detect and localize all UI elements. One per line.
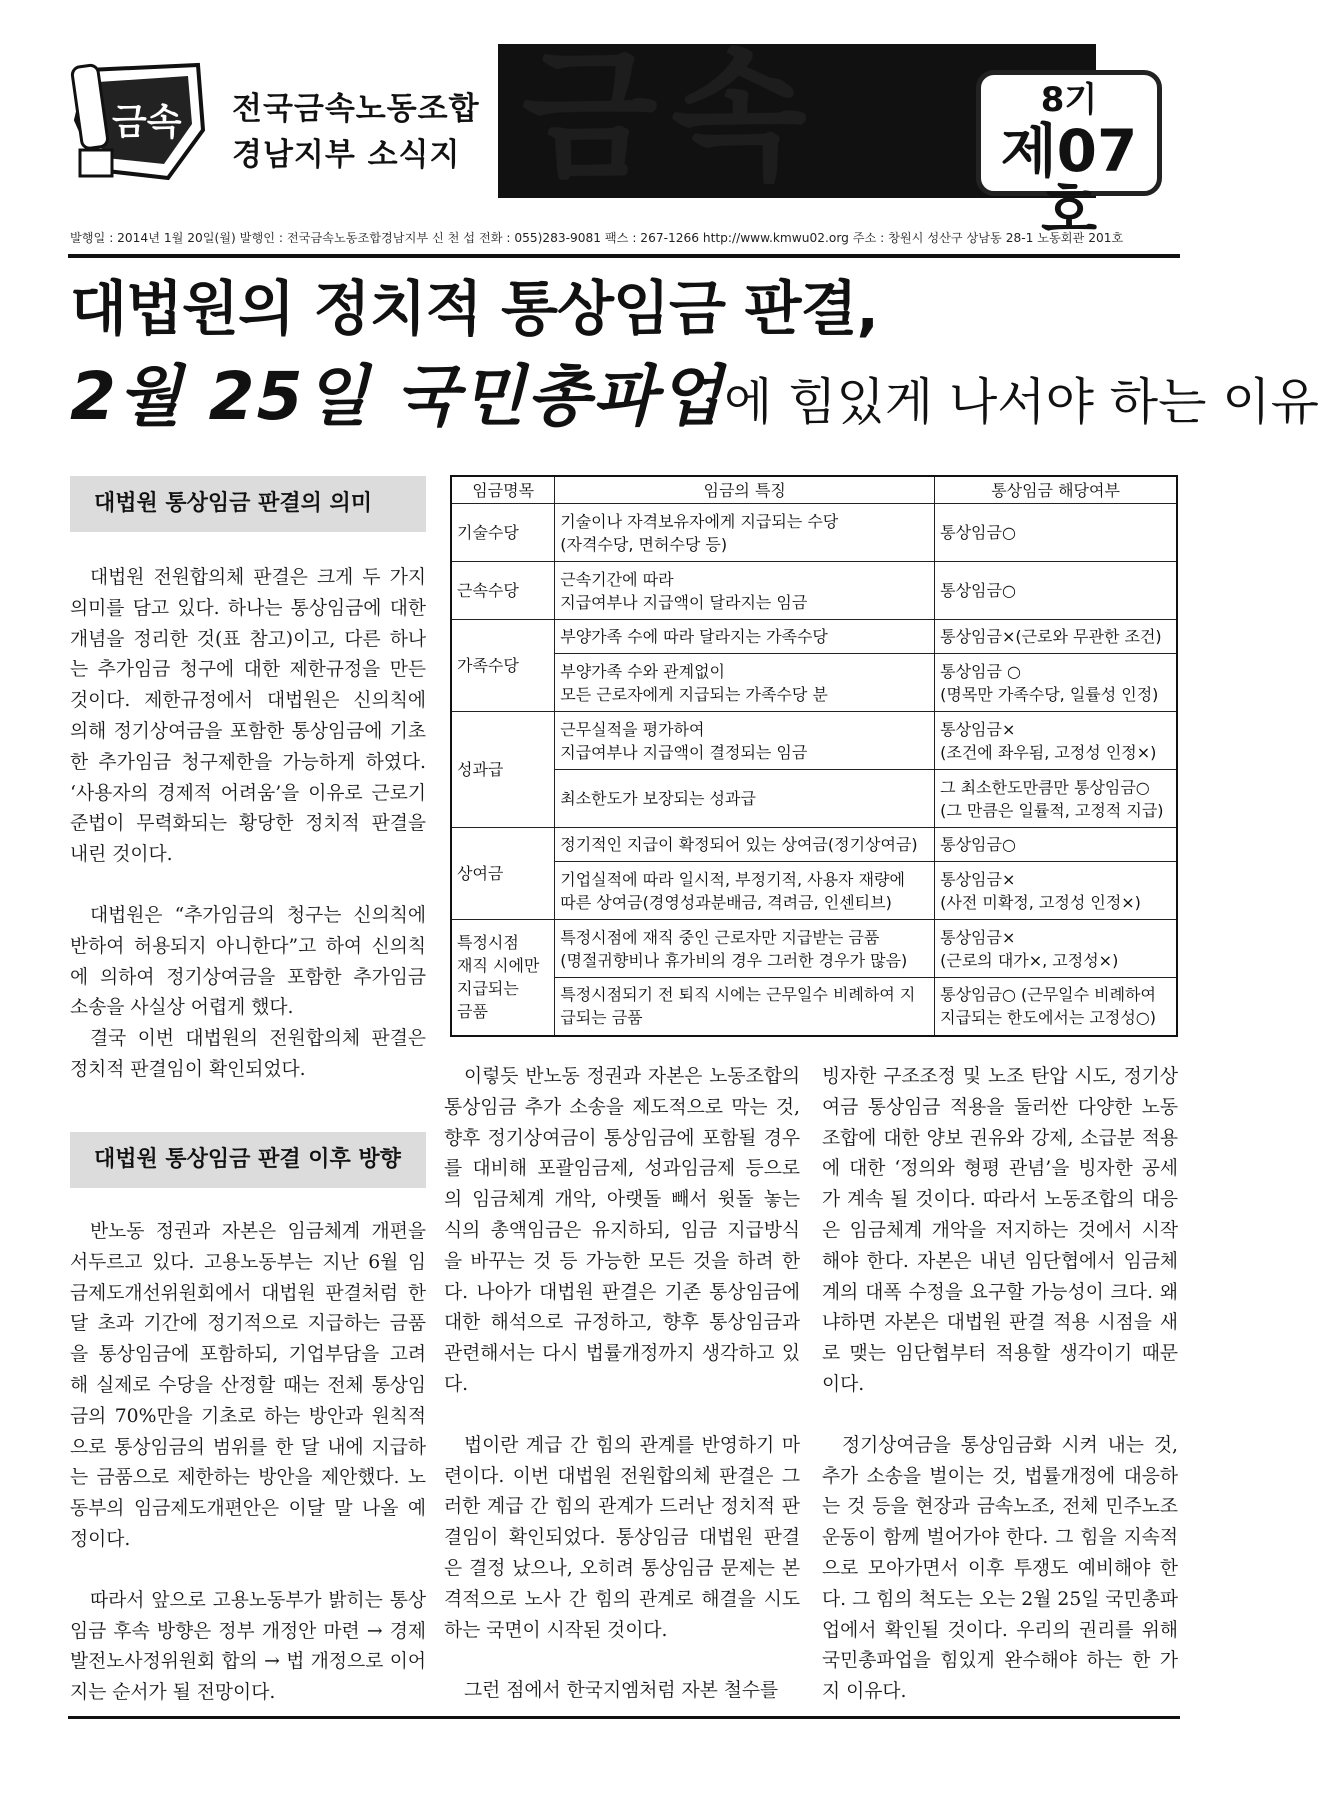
table-row [451, 770, 1177, 828]
table-row [451, 712, 1177, 770]
wage-classification-table [450, 475, 1178, 1037]
section-1-body [70, 563, 426, 1086]
table-row [451, 620, 1177, 654]
table-header-row [451, 476, 1177, 504]
wage-type-cell: 성과급 [451, 712, 555, 828]
table-row [451, 654, 1177, 712]
headline-line-1: 대법원의 정치적 통상임금 판결, [70, 274, 878, 343]
feature-cell: 최소한도가 보장되는 성과급 [555, 770, 935, 828]
status-cell: 통상임금× (사전 미확정, 고정성 인정×) [935, 862, 1177, 920]
feature-cell: 정기적인 지급이 확정되어 있는 상여금(정기상여금) [555, 828, 935, 862]
issue-badge [976, 70, 1162, 245]
section-1-paragraph: 대법원 전원합의체 판결은 크게 두 가지 의미를 담고 있다. 하나는 통상임금에 대한 개념을 정리한 것(표 참고)이고, 다른 하나는 추가임금 청구에 대한 제한규정을 만든 것이다. 제한규정에서 대법원은 신의칙에 의해 정기상여금을 포함한 통상임금에 기초한 추가임금 청구제한을 가능하게 하였다. ‘사용자의 경제적 어려움’을 이유로 근로기준법이 무력화되는 황당한 정치적 판결을 내린 것이다. [70, 567, 426, 866]
feature-cell: 특정시점에 재직 중인 근로자만 지급받는 금품 (명절귀향비나 휴가비의 경우 그러한 경우가 많음) [555, 920, 935, 978]
wage-type-cell: 가족수당 [451, 620, 555, 712]
middle-paragraph: 법이란 계급 간 힘의 관계를 반영하기 마련이다. 이번 대법원 전원합의체 판결은 그러한 계급 간 힘의 관계가 드러난 정치적 판결임이 확인되었다. 통상임금 대법원 판결은 결정 났으나, 오히려 통상임금 문제는 본격적으로 노사 간 힘의 관계로 해결을 시도하는 국면이 시작된 것이다. [444, 1434, 800, 1641]
imprint-line: 발행일 : 2014년 1월 20일(월) 발행인 : 전국금속노동조합경남지부 신 천 섭 전화 : 055)283-9081 팩스 : 267-1266 http://www.kmwu02.org 주소 : 창원시 성산구 상남동 28-1 노동회관 201호 [70, 231, 1124, 245]
wage-type-cell: 상여금 [451, 828, 555, 920]
section-2-paragraph: 따라서 앞으로 고용노동부가 밝히는 통상임금 후속 방향은 정부 개정안 마련 → 경제발전노사정위원회 합의 → 법 개정으로 이어지는 순서가 될 전망이다. [70, 1589, 426, 1704]
headline-rest: 에 힘있게 나서야 하는 이유 [724, 373, 1319, 431]
table-row [451, 920, 1177, 978]
status-cell: 통상임금× (조건에 좌우됨, 고정성 인정×) [935, 712, 1177, 770]
right-paragraph: 정기상여금을 통상임금화 시켜 내는 것, 추가 소송을 벌이는 것, 법률개정에 대응하는 것 등을 현장과 금속노조, 전체 민주노조운동이 함께 벌어가야 한다. 그 힘을 지속적으로 모아가면서 이후 투쟁도 예비해야 한다. 그 힘의 척도는 오는 2월 25일 국민총파업에서 확인될 것이다. 우리의 권리를 위해 국민총파업을 힘있게 완수해야 하는 한 가지 이유다. [822, 1434, 1178, 1703]
wage-type-cell: 특정시점 재직 시에만 지급되는 금품 [451, 920, 555, 1036]
newsletter-name: 금속 [522, 36, 821, 199]
table-header-cell: 임금의 특징 [555, 476, 935, 504]
middle-column [444, 1062, 800, 1707]
headline-line-2 [70, 355, 1319, 456]
feature-cell: 부양가족 수와 관계없이 모든 근로자에게 지급되는 가족수당 분 [555, 654, 935, 712]
status-cell: 통상임금○ [935, 828, 1177, 862]
right-paragraph: 빙자한 구조조정 및 노조 탄압 시도, 정기상여금 통상임금 적용을 둘러싼 다양한 노동조합에 대한 양보 권유와 강제, 소급분 적용에 대한 ‘정의와 형평 관념’을 빙자한 공세가 계속 될 것이다. 따라서 노동조합의 대응은 임금체계 개악을 저지하는 것에서 시작해야 한다. 자본은 내년 임단협에서 임금체계의 대폭 수정을 요구할 가능성이 크다. 왜냐하면 자본은 대법원 판결 적용 시점을 새로 맺는 임단협부터 적용할 생각이기 때문이다. [822, 1066, 1178, 1395]
org-line-2: 경남지부 소식지 [232, 137, 461, 173]
table-header-cell: 임금명목 [451, 476, 555, 504]
wage-type-cell: 기술수당 [451, 504, 555, 562]
feature-cell: 특정시점되기 전 퇴직 시에는 근무일수 비례하여 지 급되는 금품 [555, 978, 935, 1036]
status-cell: 통상임금× (근로의 대가×, 고정성×) [935, 920, 1177, 978]
bottom-divider [68, 1716, 1180, 1719]
feature-cell: 근무실적을 평가하여 지급여부나 지급액이 결정되는 임금 [555, 712, 935, 770]
organization-name [232, 86, 480, 178]
feature-cell: 기업실적에 따라 일시적, 부정기적, 사용자 재량에 따른 상여금(경영성과분배금, 격려금, 인센티브) [555, 862, 935, 920]
section-1-paragraph: 결국 이번 대법원의 전원합의체 판결은 정치적 판결임이 확인되었다. [70, 1028, 426, 1080]
table-row [451, 562, 1177, 620]
issue-series: 8기 [1040, 80, 1098, 120]
org-line-1: 전국금속노동조합 [232, 91, 480, 127]
feature-cell: 기술이나 자격보유자에게 지급되는 수당 (자격수당, 면허수당 등) [555, 504, 935, 562]
table-row [451, 828, 1177, 862]
logo-text: 금속 [112, 102, 182, 143]
status-cell: 통상임금○ [935, 504, 1177, 562]
middle-paragraph: 이렇듯 반노동 정권과 자본은 노동조합의 통상임금 추가 소송을 제도적으로 막는 것, 향후 정기상여금이 통상임금에 포함될 경우를 대비해 포괄임금제, 성과임금제 등으로의 임금체계 개악, 아랫돌 빼서 윗돌 놓는 식의 총액임금은 유지하되, 임금 지급방식을 바꾸는 것 등 가능한 모든 것을 하려 한다. 나아가 대법원 판결은 기존 통상임금에 대한 해석으로 규정하고, 향후 통상임금과 관련해서는 다시 법률개정까지 생각하고 있다. [444, 1066, 800, 1395]
status-cell: 통상임금×(근로와 무관한 조건) [935, 620, 1177, 654]
wage-type-cell: 근속수당 [451, 562, 555, 620]
table-row [451, 504, 1177, 562]
union-logo [68, 60, 208, 185]
table-row [451, 862, 1177, 920]
section-2-heading: 대법원 통상임금 판결 이후 방향 [70, 1132, 426, 1188]
table-header-cell: 통상임금 해당여부 [935, 476, 1177, 504]
section-1-heading: 대법원 통상임금 판결의 의미 [70, 476, 426, 532]
table-row [451, 978, 1177, 1036]
status-cell: 그 최소한도만큼만 통상임금○ (그 만큼은 일률적, 고정적 지급) [935, 770, 1177, 828]
issue-number: 제07호 [1000, 117, 1138, 245]
section-2-paragraph: 반노동 정권과 자본은 임금체계 개편을 서두르고 있다. 고용노동부는 지난 6월 임금제도개선위원회에서 대법원 판결처럼 한 달 초과 기간에 정기적으로 지급하는 금품을 통상임금에 포함하되, 기업부담을 고려해 실제로 수당을 산정할 때는 전체 통상임금의 70%만을 기초로 하는 방안과 원칙적으로 통상임금의 범위를 한 달 내에 지급하는 금품으로 제한하는 방안을 제안했다. 노동부의 임금제도개편안은 이달 말 나올 예정이다. [70, 1221, 426, 1550]
headline-emphasis: 2월 25일 국민총파업 [70, 358, 725, 435]
status-cell: 통상임금 ○ (명목만 가족수당, 일률성 인정) [935, 654, 1177, 712]
status-cell: 통상임금○ [935, 562, 1177, 620]
section-1-paragraph: 대법원은 “추가임금의 청구는 신의칙에 반하여 허용되지 아니한다”고 하여 신의칙에 의하여 정기상여금을 포함한 추가임금 소송을 사실상 어렵게 했다. [70, 904, 426, 1019]
feature-cell: 부양가족 수에 따라 달라지는 가족수당 [555, 620, 935, 654]
feature-cell: 근속기간에 따라 지급여부나 지급액이 달라지는 임금 [555, 562, 935, 620]
middle-paragraph: 그런 점에서 한국지엠처럼 자본 철수를 [464, 1680, 779, 1702]
status-cell: 통상임금○ (근무일수 비례하여 지급되는 한도에서는 고정성○) [935, 978, 1177, 1036]
top-divider [68, 254, 1180, 258]
right-column [822, 1062, 1178, 1708]
section-2-body [70, 1217, 426, 1709]
